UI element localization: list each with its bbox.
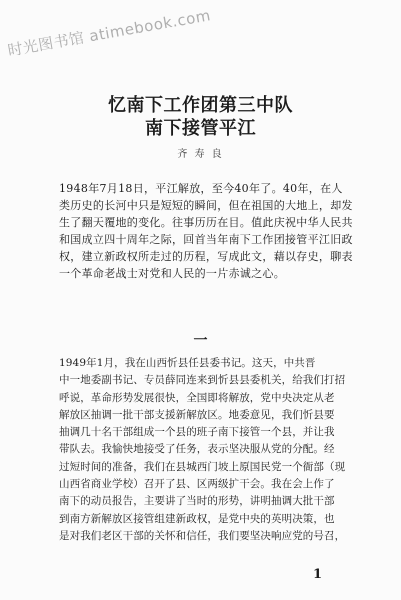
author-name: 齐 寿 良: [177, 149, 224, 160]
intro-paragraph: [59, 180, 357, 282]
body-line: 呼说，革命形势发展很快，全国即将解放，党中央决定从老: [59, 391, 335, 404]
article-title-line-2: 南下接管平江: [145, 118, 256, 139]
article-title-line-1: 忆南下工作团第三中队: [108, 95, 293, 116]
body-line: 解放区抽调一批干部支援新解放区。地委意见，我们忻县要: [59, 408, 335, 421]
intro-line: 类历史的长河中只是短短的瞬间，但在祖国的大地上，却发: [59, 199, 353, 212]
body-line: 抽调几十名干部组成一个县的班子南下接管一个县，并让我: [59, 426, 335, 439]
section-number: 一: [193, 333, 208, 349]
watermark: 时光图书馆 atimebook.com: [6, 6, 213, 60]
body-line: 南下的动员报告，主要讲了当时的形势，讲明抽调大批干部: [59, 495, 335, 508]
body-line: 1949年1月，我在山西忻县任县委书记。这天，中共晋: [59, 357, 316, 369]
intro-line: 权，建立新政权所走过的历程，写成此文，藉以存史，聊表: [59, 250, 353, 263]
body-line: 是对我们老区干部的关怀和信任，我们要坚决响应党的号召，: [59, 529, 346, 542]
body-line: 中一地委副书记、专员薛同连来到忻县县委机关，给我们打招: [59, 374, 346, 387]
body-line: 到南方新解放区接管组建新政权，是党中央的英明决策，也: [59, 512, 335, 525]
body-line: 过短时间的准备，我们在县城西门坡上原国民党一个衙部（现: [59, 460, 346, 473]
intro-line: 生了翻天覆地的变化。往事历历在目。值此庆祝中华人民共: [59, 216, 353, 229]
intro-line: 和国成立四十周年之际，回首当年南下工作团接管平江旧政: [59, 233, 353, 246]
page-number: 1: [313, 567, 323, 582]
body-paragraph: [59, 355, 359, 545]
intro-line: 1948年7月18日，平江解放，至今40年了。40年，在人: [59, 182, 343, 195]
body-line: 山西省商业学校）召开了县、区两级扩干会。我在会上作了: [59, 478, 335, 491]
intro-line: 一个革命老战士对党和人民的一片赤诚之心。: [59, 267, 285, 280]
body-line: 带队去。我愉快地接受了任务，表示坚决服从党的分配。经: [59, 443, 335, 456]
